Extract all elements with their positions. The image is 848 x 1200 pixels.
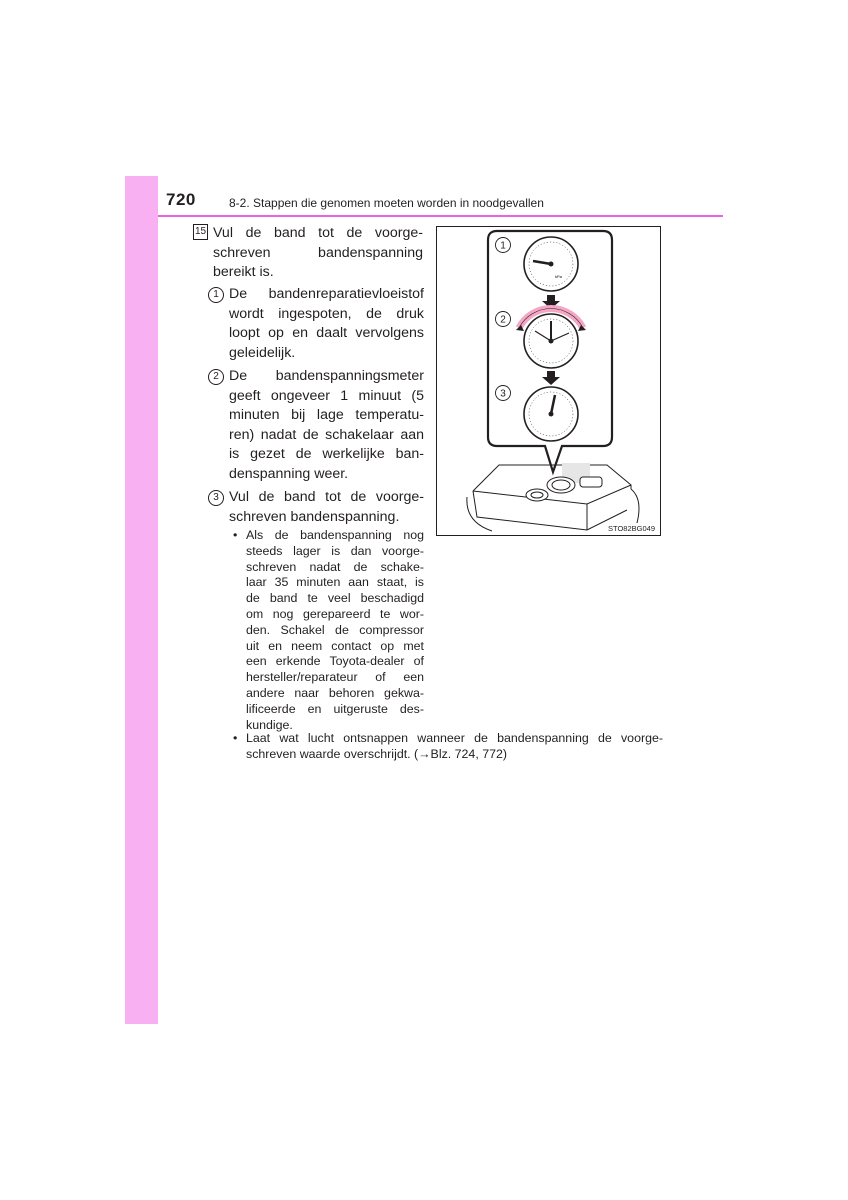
text-line: hersteller/reparateur of een [246, 670, 424, 685]
text-line: den. Schakel de compressor [246, 622, 424, 637]
text-line: wordt ingespoten, de druk [229, 305, 424, 322]
figure-label-2: 2 [500, 314, 506, 326]
circled-number: 2 [208, 369, 224, 385]
bullet-dot: • [233, 528, 238, 542]
bullet-2-text [246, 731, 663, 763]
figure-label-3: 3 [500, 388, 506, 400]
text-line: een erkende Toyota-dealer of [246, 654, 424, 669]
circled-number: 1 [208, 287, 224, 303]
text-line: Vul de band tot de voorge- [213, 225, 423, 241]
gauge-1 [524, 237, 578, 291]
text-line: denspanning weer. [229, 465, 349, 482]
text-line: is gezet de werkelijke ban- [229, 446, 424, 463]
gauge-3 [524, 387, 578, 441]
gauge-illustration [436, 226, 661, 536]
text-line: ren) nadat de schakelaar aan [229, 426, 424, 443]
figure-code: STO82BG049 [608, 524, 655, 533]
text-line: Laat wat lucht ontsnappen wanneer de bandenspanning de voorge- [246, 731, 663, 745]
text-line: schreven waarde overschrijdt. (→Blz. 724, 772) [246, 746, 508, 761]
section-title: 8-2. Stappen die genomen moeten worden in noodgevallen [229, 196, 544, 210]
text-line: De bandenspanningsmeter [229, 368, 424, 384]
page-number: 720 [166, 190, 196, 209]
text-line: laar 35 minuten aan staat, is [246, 575, 424, 590]
text-line: geleidelijk. [229, 344, 296, 361]
text-line: minuten bij lage temperatu- [229, 407, 424, 424]
header-rule [158, 215, 723, 217]
step-15-text [213, 224, 423, 283]
page-side-tab [125, 176, 158, 1024]
text-line: Als de bandenspanning nog [246, 528, 424, 542]
text-line: uit en neem contact op met [246, 638, 424, 653]
step-number-box: 15 [193, 224, 208, 240]
bullet-dot: • [233, 731, 238, 745]
text-line: lificeerde en uitgeruste des- [246, 701, 424, 716]
circled-number: 3 [208, 490, 224, 506]
text-line: loopt op en daalt vervolgens [229, 325, 424, 342]
text-line: andere naar behoren gekwa- [246, 685, 424, 700]
substep-2-text [229, 367, 424, 485]
bullet-1-text [246, 528, 424, 733]
text-line: schreven nadat de schake- [246, 559, 424, 574]
gauge-2 [524, 314, 578, 368]
figure-label-1: 1 [500, 240, 506, 252]
substep-3-text [229, 488, 424, 527]
text-line: schreven bandenspanning [213, 244, 423, 261]
compressor-gauge-drawing [437, 227, 660, 535]
text-line: de band te veel beschadigd [246, 591, 424, 606]
text-line: steeds lager is dan voorge- [246, 543, 424, 558]
text-line: om nog gerepareerd te wor- [246, 606, 424, 621]
text-line: De bandenreparatievloeistof [229, 286, 424, 302]
text-line: Vul de band tot de voorge- [229, 489, 424, 505]
text-line: kundige. [246, 717, 293, 732]
text-line: geeft ongeveer 1 minuut (5 [229, 387, 424, 404]
text-line: schreven bandenspanning. [229, 508, 400, 525]
text-line: bereikt is. [213, 264, 274, 281]
substep-1-text [229, 285, 424, 363]
gauge-unit: kPa [555, 274, 562, 279]
